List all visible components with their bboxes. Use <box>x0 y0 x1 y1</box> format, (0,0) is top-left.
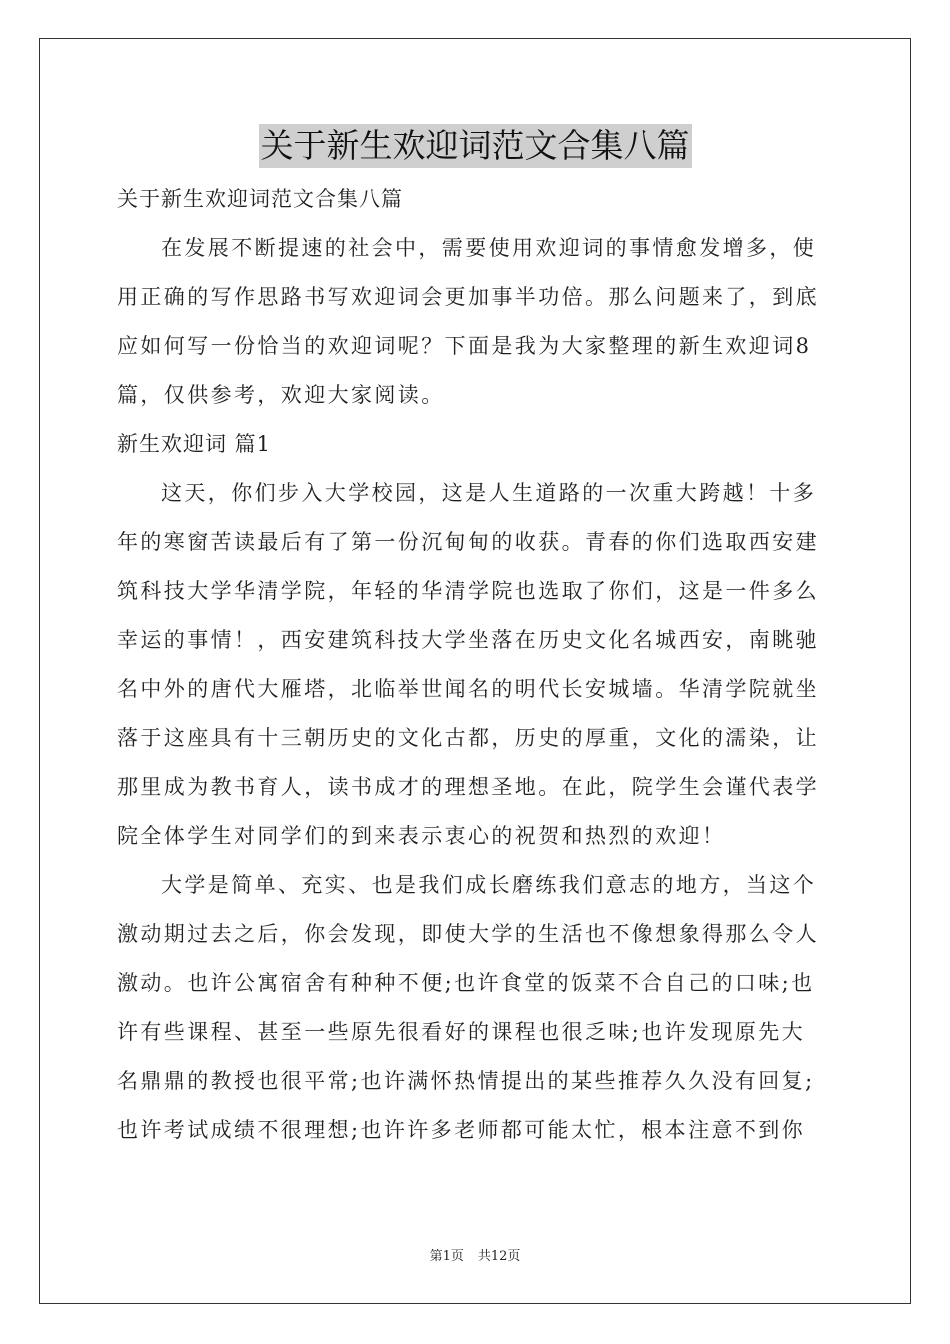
paragraph-line: 那里成为教书育人，读书成才的理想圣地。在此，院学生会谨代表学 <box>117 775 819 799</box>
page-total: 共12页 <box>477 1249 521 1264</box>
paragraph-line: 应如何写一份恰当的欢迎词呢？下面是我为大家整理的新生欢迎词8 <box>117 334 812 358</box>
intro-paragraph <box>117 227 833 423</box>
paragraph-line: 也许考试成绩不很理想;也许许多老师都可能太忙，根本注意不到你 <box>117 1118 806 1142</box>
paragraph-line: 篇，仅供参考，欢迎大家阅读。 <box>117 383 445 407</box>
paragraph-line: 落于这座具有十三朝历史的文化古都，历史的厚重，文化的濡染，让 <box>117 726 819 750</box>
page-footer <box>0 1245 950 1264</box>
welcome-paragraph-1 <box>117 472 833 864</box>
paragraph-line: 许有些课程、甚至一些原先很看好的课程也很乏味;也许发现原先大 <box>117 1020 806 1044</box>
welcome-paragraph-2 <box>117 864 833 1158</box>
page-number: 第1页 <box>429 1249 464 1264</box>
section-heading: 新生欢迎词 篇1 <box>117 432 272 456</box>
document-title: 关于新生欢迎词范文合集八篇 <box>259 124 692 168</box>
paragraph-line: 激动。也许公寓宿舍有种种不便;也许食堂的饭菜不合自己的口味;也 <box>117 971 815 995</box>
title-container <box>0 124 950 168</box>
paragraph-line: 这天，你们步入大学校园，这是人生道路的一次重大跨越！十多 <box>161 481 817 505</box>
document-subtitle: 关于新生欢迎词范文合集八篇 <box>117 187 403 211</box>
paragraph-line: 院全体学生对同学们的到来表示衷心的祝贺和热烈的欢迎！ <box>117 824 726 848</box>
paragraph-line: 名鼎鼎的教授也很平常;也许满怀热情提出的某些推荐久久没有回复; <box>117 1069 815 1093</box>
document-body <box>117 178 833 1158</box>
paragraph-line: 名中外的唐代大雁塔，北临举世闻名的明代长安城墙。华清学院就坐 <box>117 677 819 701</box>
paragraph-line: 用正确的写作思路书写欢迎词会更加事半功倍。那么问题来了，到底 <box>117 285 819 309</box>
paragraph-line: 激动期过去之后，你会发现，即使大学的生活也不像想象得那么令人 <box>117 922 819 946</box>
paragraph-line: 幸运的事情！，西安建筑科技大学坐落在历史文化名城西安，南眺驰 <box>117 628 819 652</box>
paragraph-line: 筑科技大学华清学院，年轻的华清学院也选取了你们，这是一件多么 <box>117 579 819 603</box>
paragraph-line: 在发展不断提速的社会中，需要使用欢迎词的事情愈发增多，使 <box>161 236 817 260</box>
paragraph-line: 年的寒窗苦读最后有了第一份沉甸甸的收获。青春的你们选取西安建 <box>117 530 819 554</box>
paragraph-line: 大学是简单、充实、也是我们成长磨练我们意志的地方，当这个 <box>161 873 817 897</box>
